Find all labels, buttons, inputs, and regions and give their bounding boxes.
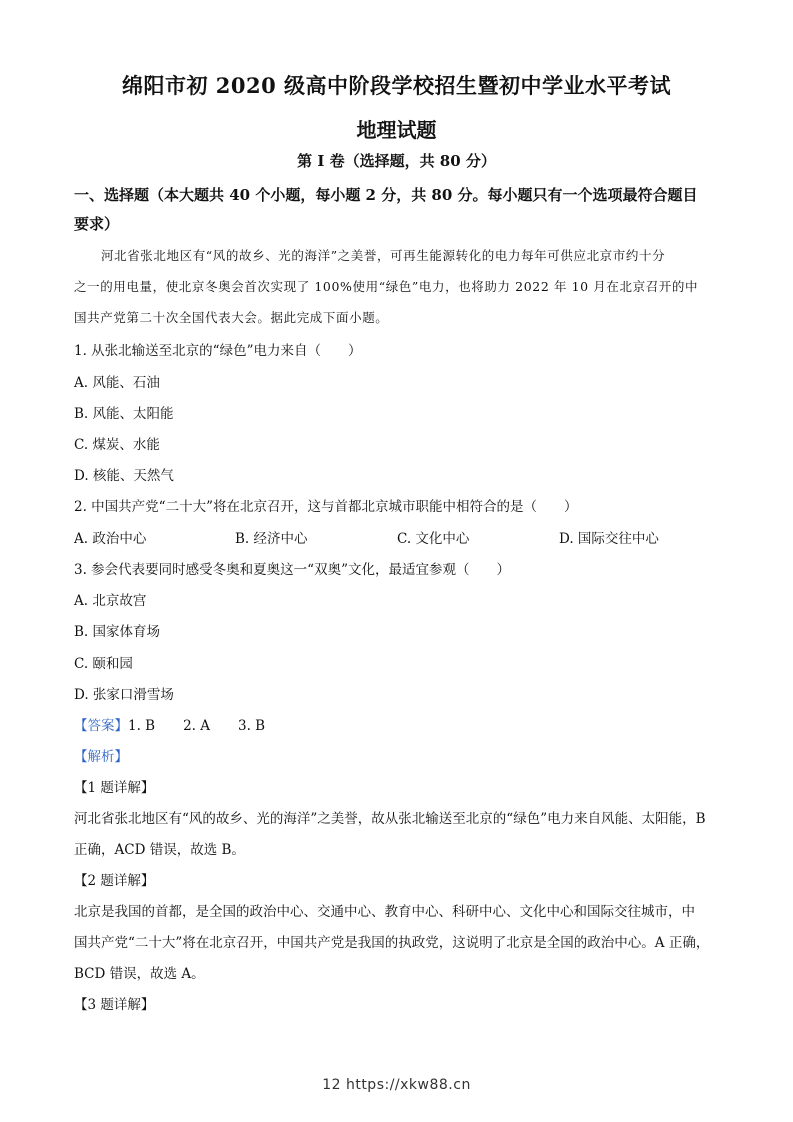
analysis-label: 【解析】 [74, 749, 128, 765]
option: A. 风能、石油 [74, 375, 160, 391]
passage-line: 国共产党第二十次全国代表大会。据此完成下面小题。 [74, 310, 389, 325]
passage-line: 河北省张北地区有“风的故乡、光的海洋”之美誉，可再生能源转化的电力每年可供应北京市约十分 [101, 248, 666, 263]
option: B. 国家体育场 [74, 624, 161, 640]
answer-label: 【答案】 [74, 718, 128, 734]
detail-label: 【1 题详解】 [74, 780, 155, 796]
answer-value: 2. A [183, 718, 211, 734]
question-stem: 2. 中国共产党“二十大”将在北京召开，这与首都北京城市职能中相符合的是（ ） [74, 499, 578, 515]
passage-line: 之一的用电量，使北京冬奥会首次实现了 100%使用“绿色”电力，也将助力 2022 年 10 月在北京召开的中 [74, 279, 699, 294]
volume-title: 第 I 卷（选择题，共 80 分） [297, 152, 496, 170]
exam-title: 绵阳市初 2020 级高中阶段学校招生暨初中学业水平考试 [121, 73, 672, 98]
answer-value: 3. B [238, 718, 266, 734]
analysis-text: 国共产党“二十大”将在北京召开，中国共产党是我国的执政党，这说明了北京是全国的政治中心。A 正确， [74, 935, 710, 951]
option: C. 文化中心 [397, 531, 470, 547]
question-stem: 1. 从张北输送至北京的“绿色”电力来自（ ） [74, 343, 362, 359]
answer-row [74, 714, 265, 734]
section-heading-cont: 要求） [74, 215, 120, 233]
option: D. 核能、天然气 [74, 468, 174, 484]
subject-title: 地理试题 [356, 118, 437, 142]
option: D. 国际交往中心 [559, 531, 659, 547]
option: A. 政治中心 [74, 531, 147, 547]
option: C. 煤炭、水能 [74, 437, 160, 453]
question-stem: 3. 参会代表要同时感受冬奥和夏奥这一“双奥”文化，最适宜参观（ ） [74, 562, 510, 578]
option: A. 北京故宫 [74, 593, 147, 609]
option: D. 张家口滑雪场 [74, 687, 174, 703]
section-heading: 一、选择题（本大题共 40 个小题，每小题 2 分，共 80 分。每小题只有一个选项最符合题目 [74, 186, 698, 204]
detail-label: 【3 题详解】 [74, 997, 155, 1013]
option: C. 颐和园 [74, 656, 133, 672]
analysis-text: 北京是我国的首都，是全国的政治中心、交通中心、教育中心、科研中心、文化中心和国际交往城市，中 [74, 904, 695, 920]
analysis-text: 河北省张北地区有“风的故乡、光的海洋”之美誉，故从张北输送至北京的“绿色”电力来自风能、太阳能，B [74, 811, 706, 827]
option: B. 风能、太阳能 [74, 406, 174, 422]
analysis-text: 正确，ACD 错误，故选 B。 [74, 842, 245, 858]
analysis-text: BCD 错误，故选 A。 [74, 966, 205, 982]
answer-value: 1. B [128, 718, 156, 734]
detail-label: 【2 题详解】 [74, 873, 155, 889]
page-footer: 12 https://xkw88.cn [322, 1077, 471, 1093]
option: B. 经济中心 [235, 531, 308, 547]
